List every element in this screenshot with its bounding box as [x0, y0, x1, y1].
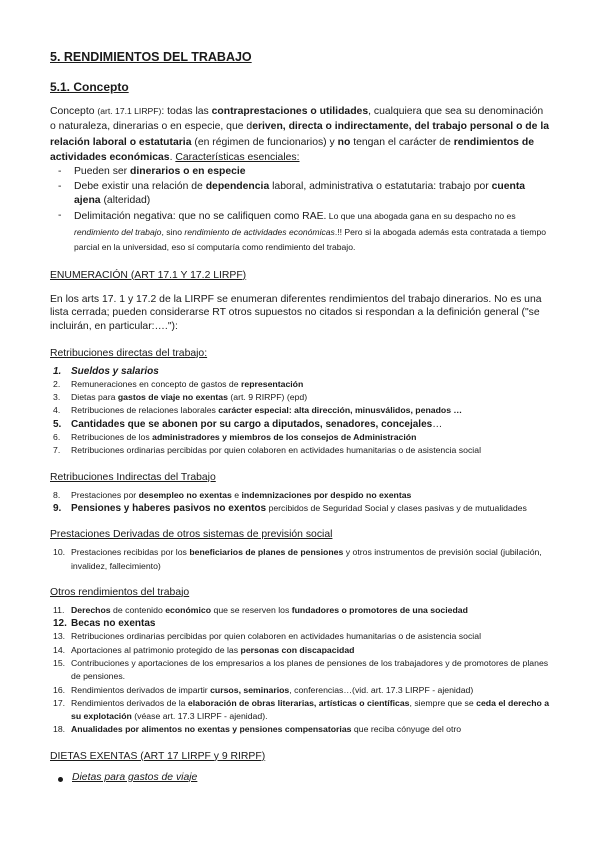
item-number: 10.: [53, 547, 66, 558]
item-bold: cuenta ajena: [74, 180, 526, 207]
item-number: 6.: [53, 432, 61, 443]
intro-article-ref: (art. 17.1 LIRPF): [97, 106, 162, 116]
item-note-italic: rendimiento del trabajo: [74, 226, 162, 237]
section-title: 5. RENDIMIENTOS DEL TRABAJO: [50, 50, 252, 64]
item-text: Dietas para gastos de viaje: [72, 771, 198, 783]
list-item: [50, 431, 550, 444]
derived-benefits-list: [50, 546, 550, 573]
intro-text: tengan el carácter de: [350, 136, 454, 148]
item-note: .!! Pero si la abogada además esta contratada a tiempo parcial en la universidad, eso sí computaría como rendimiento del trabajo.: [74, 226, 547, 253]
characteristics-list: [58, 165, 550, 256]
item-number: 12.: [53, 618, 67, 630]
item-text: (alteridad): [100, 195, 151, 207]
item-number: 3.: [53, 392, 61, 403]
list-item: [50, 723, 550, 736]
intro-bold: contraprestaciones o utilidades: [211, 106, 369, 117]
item-number: 7.: [53, 445, 61, 456]
list-item: [50, 378, 550, 391]
item-bold: Anualidades por alimentos no exentas y pensiones compensatorias: [71, 724, 352, 735]
item-note-italic: rendimiento de actividades económicas: [184, 226, 335, 237]
item-number: 2.: [53, 378, 61, 389]
item-number: 17.: [53, 697, 66, 708]
item-text: de contenido: [110, 604, 166, 615]
list-item: [50, 365, 550, 378]
item-bold: dinerarios o en especie: [130, 166, 246, 178]
item-number: 11.: [53, 604, 65, 615]
item-bold: fundadores o promotores de una sociedad: [291, 604, 468, 615]
other-income-list: [50, 604, 550, 737]
list-item: [50, 404, 550, 417]
concept-paragraph: [50, 104, 550, 165]
item-number: 16.: [53, 684, 66, 695]
item-text: Contribuciones y aportaciones de los empresarios a los planes de pensiones de los trabajadores y de promotores de planes de pensiones.: [71, 657, 549, 682]
characteristics-label: Características esenciales:: [175, 151, 300, 163]
item-text: que se reserven los: [211, 604, 292, 615]
direct-retributions-list: [50, 365, 550, 458]
item-text: Cantidades que se abonen por su cargo a diputados, senadores, concejales: [71, 418, 433, 430]
item-bold: carácter especial: alta dirección, minusválidos, penados …: [218, 405, 463, 416]
indirect-retributions-list: [50, 489, 550, 516]
list-item: [58, 180, 550, 209]
item-text: Aportaciones al patrimonio protegido de las: [71, 644, 241, 655]
dietas-list: [58, 772, 550, 783]
list-item: [50, 604, 550, 617]
item-text: Rendimientos derivados de la: [71, 697, 188, 708]
list-item: [50, 617, 550, 630]
item-bold: dependencia: [205, 180, 270, 192]
item-number: 5.: [53, 418, 62, 430]
item-text: …: [432, 418, 443, 430]
item-text: Retribuciones de los: [71, 432, 153, 443]
list-item: [50, 697, 550, 724]
item-text: (art. 9 RIRPF) (epd): [227, 392, 308, 403]
item-text: Retribuciones de relaciones laborales: [71, 405, 219, 416]
enumeration-paragraph: En los arts 17. 1 y 17.2 de la LIRPF se enumeran diferentes rendimientos del trabajo dinerarios. No es una lista cerrada; pueden considerarse RT otros supuestos no citados si respondan a la definición general ("se incluirán, en particular:…."):: [50, 293, 542, 332]
list-item: [50, 644, 550, 657]
list-item: [50, 657, 550, 684]
item-number: 4.: [53, 405, 61, 416]
item-text: Debe existir una relación de: [74, 180, 206, 192]
dietas-heading: DIETAS EXENTAS (ART 17 LIRPF y 9 RIRPF): [50, 750, 266, 762]
dash-marker: -: [58, 180, 62, 192]
item-number: 1.: [53, 365, 62, 377]
item-bold: administradores y miembros de los consejos de Administración: [152, 432, 417, 443]
dash-marker: -: [58, 166, 62, 178]
item-bold: cursos, seminarios: [210, 684, 290, 695]
intro-text: Concepto: [50, 106, 98, 117]
other-income-heading: Otros rendimientos del trabajo: [50, 586, 190, 598]
list-item: [58, 165, 550, 180]
item-bold: representación: [241, 378, 304, 389]
intro-text: , cualquiera que sea su denominación o naturaleza, dinerarias o en especie, que d: [50, 106, 544, 133]
item-text: , siempre que se: [409, 697, 477, 708]
dash-marker: -: [58, 209, 62, 221]
item-text: Sueldos y salarios: [71, 365, 159, 377]
item-number: 18.: [53, 724, 66, 735]
item-text: Remuneraciones en concepto de gastos de: [71, 378, 242, 389]
item-bold: desempleo no exentas: [138, 489, 232, 500]
item-text: Dietas para: [71, 392, 118, 403]
item-text: Prestaciones recibidas por los: [71, 547, 190, 558]
item-text: Retribuciones ordinarias percibidas por quien colaboren en actividades humanitarias o de asistencia social: [71, 631, 481, 642]
item-bold: indemnizaciones por despido no exentas: [241, 489, 412, 500]
intro-bold: eriven, directa o indirectamente, del trabajo personal o de la relación laboral o estatutaria: [50, 121, 549, 148]
item-text: e: [231, 489, 242, 500]
list-item: [50, 684, 550, 697]
item-number: 9.: [53, 502, 62, 514]
intro-text: .: [169, 151, 176, 163]
item-text: laboral, administrativa o estatutaria: trabajo por: [269, 180, 492, 192]
list-item: [50, 630, 550, 643]
derived-benefits-heading: Prestaciones Derivadas de otros sistemas de previsión social: [50, 529, 333, 541]
item-bold: elaboración de obras literarias, artísticas o científicas: [187, 697, 410, 708]
item-text: Becas no exentas: [71, 618, 156, 630]
indirect-retributions-heading: Retribuciones Indirectas del Trabajo: [50, 471, 216, 483]
item-number: 8.: [53, 489, 61, 500]
item-text: Prestaciones por: [71, 489, 139, 500]
enumeration-heading: ENUMERACIÓN (ART 17.1 Y 17.2 LIRPF): [50, 269, 247, 281]
subsection-title: 5.1. Concepto: [50, 80, 129, 94]
item-text: percibidos de Seguridad Social y clases pasivas y de mutualidades: [266, 502, 527, 513]
item-text: Delimitación negativa: que no se califiquen como RAE.: [74, 210, 327, 222]
list-item: [50, 418, 550, 431]
item-text: y otros instrumentos de previsión social (jubilación, invalidez, fallecimiento): [71, 547, 542, 571]
list-item: [50, 391, 550, 404]
direct-retributions-heading: Retribuciones directas del trabajo:: [50, 347, 208, 359]
list-item: [50, 489, 550, 502]
item-bold: Derechos: [71, 604, 111, 615]
item-text: Retribuciones ordinarias percibidas por quien colaboren en actividades humanitarias o de asistencia social: [71, 445, 481, 456]
item-note: Lo que una abogada gana en su despacho no es: [326, 210, 516, 221]
item-text: (véase art. 17.3 LIRPF - ajenidad).: [131, 711, 268, 722]
item-number: 15.: [53, 657, 66, 668]
item-bold: ceda el derecho a su explotación: [71, 697, 550, 722]
bullet-icon: [58, 777, 63, 782]
list-item: [50, 546, 550, 573]
item-bold: gastos de viaje no exentas: [117, 392, 228, 403]
list-item: [58, 772, 550, 783]
item-number: 13.: [53, 631, 66, 642]
intro-text: : todas las: [161, 106, 212, 117]
item-bold: personas con discapacidad: [240, 644, 355, 655]
item-text: Pueden ser: [74, 166, 131, 178]
item-bold: Pensiones y haberes pasivos no exentos: [71, 502, 267, 514]
list-item: [50, 444, 550, 457]
item-text: que reciba cónyuge del otro: [351, 724, 462, 735]
item-number: 14.: [53, 644, 66, 655]
item-text: , conferencias…(vid. art. 17.3 LIRPF - ajenidad): [289, 684, 474, 695]
item-note: , sino: [161, 226, 185, 237]
list-item: [50, 502, 550, 515]
intro-bold: no: [337, 136, 351, 148]
item-bold: económico: [165, 604, 212, 615]
intro-text: (en régimen de funcionarios) y: [191, 136, 338, 148]
item-text: Rendimientos derivados de impartir: [71, 684, 211, 695]
item-bold: beneficiarios de planes de pensiones: [189, 547, 344, 558]
intro-bold: rendimientos de actividades económicas: [50, 136, 534, 163]
list-item: [58, 209, 550, 256]
